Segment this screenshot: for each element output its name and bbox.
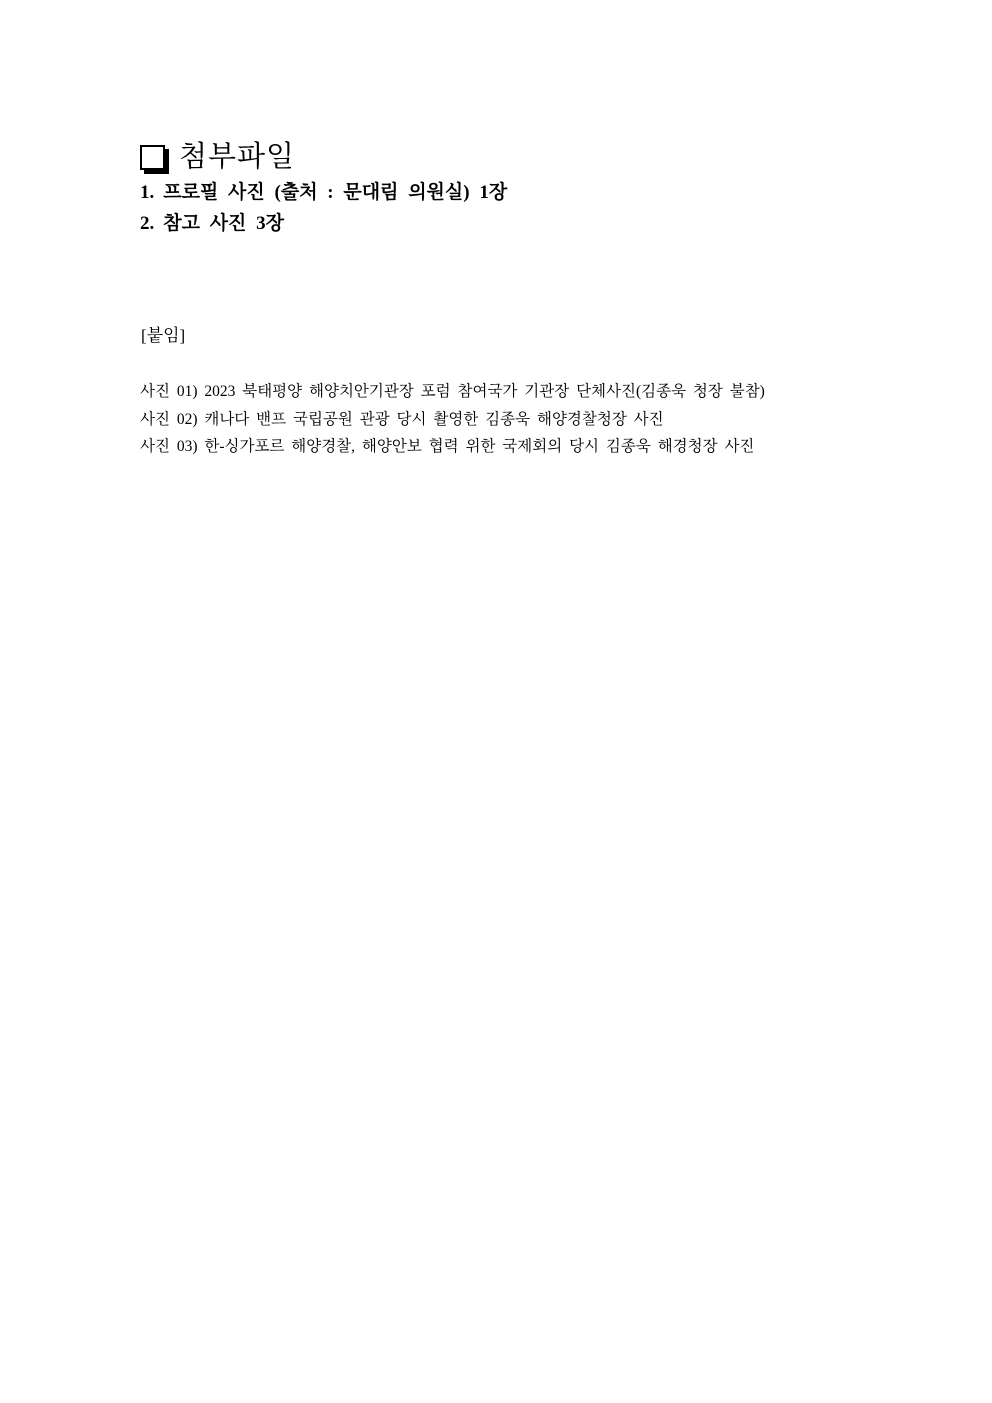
photo-caption: 사진 02) 캐나다 밴프 국립공원 관광 당시 촬영한 김종욱 해양경찰청장 사진 xyxy=(140,410,664,428)
photo-caption: 사진 01) 2023 북태평양 해양치안기관장 포럼 참여국가 기관장 단체사진(김종욱 청장 불참) xyxy=(140,383,765,400)
attachment-list xyxy=(140,183,507,245)
section-header xyxy=(140,140,295,174)
page-title: 첨부파일 xyxy=(179,141,296,173)
list-item-text: 참고 사진 3장 xyxy=(163,213,285,234)
shadowed-square-icon xyxy=(140,145,165,170)
list-item xyxy=(140,183,507,203)
photo-caption: 사진 03) 한-싱가포르 해양경찰, 해양안보 협력 위한 국제회의 당시 김종욱 해경청장 사진 xyxy=(140,438,755,455)
photo-caption-list xyxy=(140,378,765,461)
appendix-label: [붙임] xyxy=(141,326,186,345)
list-item xyxy=(140,214,507,234)
list-item-number: 2. xyxy=(140,213,155,234)
list-item-number: 1. xyxy=(140,182,155,203)
list-item-text: 프로필 사진 (출처 : 문대림 의원실) 1장 xyxy=(163,182,508,203)
